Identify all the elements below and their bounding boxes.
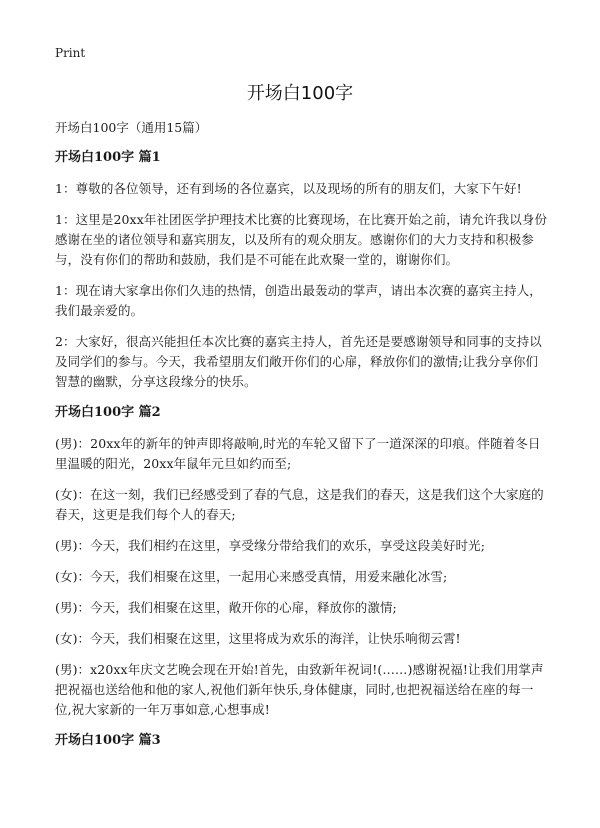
paragraph: (男)：今天，我们相约在这里，享受缘分带给我们的欢乐，享受这段美好时光; — [55, 538, 486, 553]
paragraph: (男)：20xx年的新年的钟声即将敲响,时光的车轮又留下了一道深深的印痕。伴随着冬日里温暖的阳光，20xx年鼠年元旦如约而至; — [55, 436, 541, 471]
section-heading: 开场白100字 篇3 — [55, 733, 161, 748]
section-1 — [55, 148, 550, 392]
paragraph: 2：大家好，很高兴能担任本次比赛的嘉宾主持人，首先还是要感谢领导和同事的支持以及同学们的参与。今天，我希望朋友们敞开你们的心扉，释放你们的激情;让我分享你们智慧的幽默，分享这段缘分的快乐。 — [55, 334, 542, 389]
paragraph: 1：尊敬的各位领导，还有到场的各位嘉宾，以及现场的所有的朋友们，大家下午好! — [55, 181, 522, 196]
paragraph: (男)：今天，我们相聚在这里，敞开你的心扉，释放你的激情; — [55, 600, 397, 615]
section-heading: 开场白100字 篇1 — [55, 150, 161, 165]
paragraph: 1：现在请大家拿出你们久违的热情，创造出最轰动的掌声，请出本次赛的嘉宾主持人，我们最亲爱的。 — [55, 283, 542, 318]
page-title: 开场白100字 — [246, 83, 354, 104]
paragraph: 1：这里是20xx年社团医学护理技术比赛的比赛现场，在比赛开始之前，请允许我以身份感谢在坐的诸位领导和嘉宾朋友，以及所有的观众朋友。感谢你们的大力支持和积极参与，没有你们的帮助和鼓励，我们是不可能在此欢聚一堂的，谢谢你们。 — [55, 212, 548, 267]
section-heading: 开场白100字 篇2 — [55, 405, 161, 420]
section-2 — [55, 403, 550, 720]
document-body — [55, 118, 550, 762]
document-subtitle: 开场白100字（通用15篇） — [55, 120, 208, 135]
section-3 — [55, 731, 550, 751]
paragraph: (男)：x20xx年庆文艺晚会现在开始!首先，由致新年祝词!(……)感谢祝福!让我们用掌声把祝福也送给他和他的家人,祝他们新年快乐,身体健康，同时,也把祝福送给在座的每一位,祝大家新的一年万事如意,心想事成! — [55, 662, 544, 717]
print-link[interactable]: Print — [55, 46, 86, 60]
paragraph: (女)：今天，我们相聚在这里，一起用心来感受真情，用爱来融化冰雪; — [55, 569, 448, 584]
paragraph: (女)：在这一刻，我们已经感受到了春的气息，这是我们的春天，这是我们这个大家庭的春天，这更是我们每个人的春天; — [55, 487, 544, 522]
paragraph: (女)：今天，我们相聚在这里，这里将成为欢乐的海洋，让快乐响彻云霄! — [55, 631, 461, 646]
